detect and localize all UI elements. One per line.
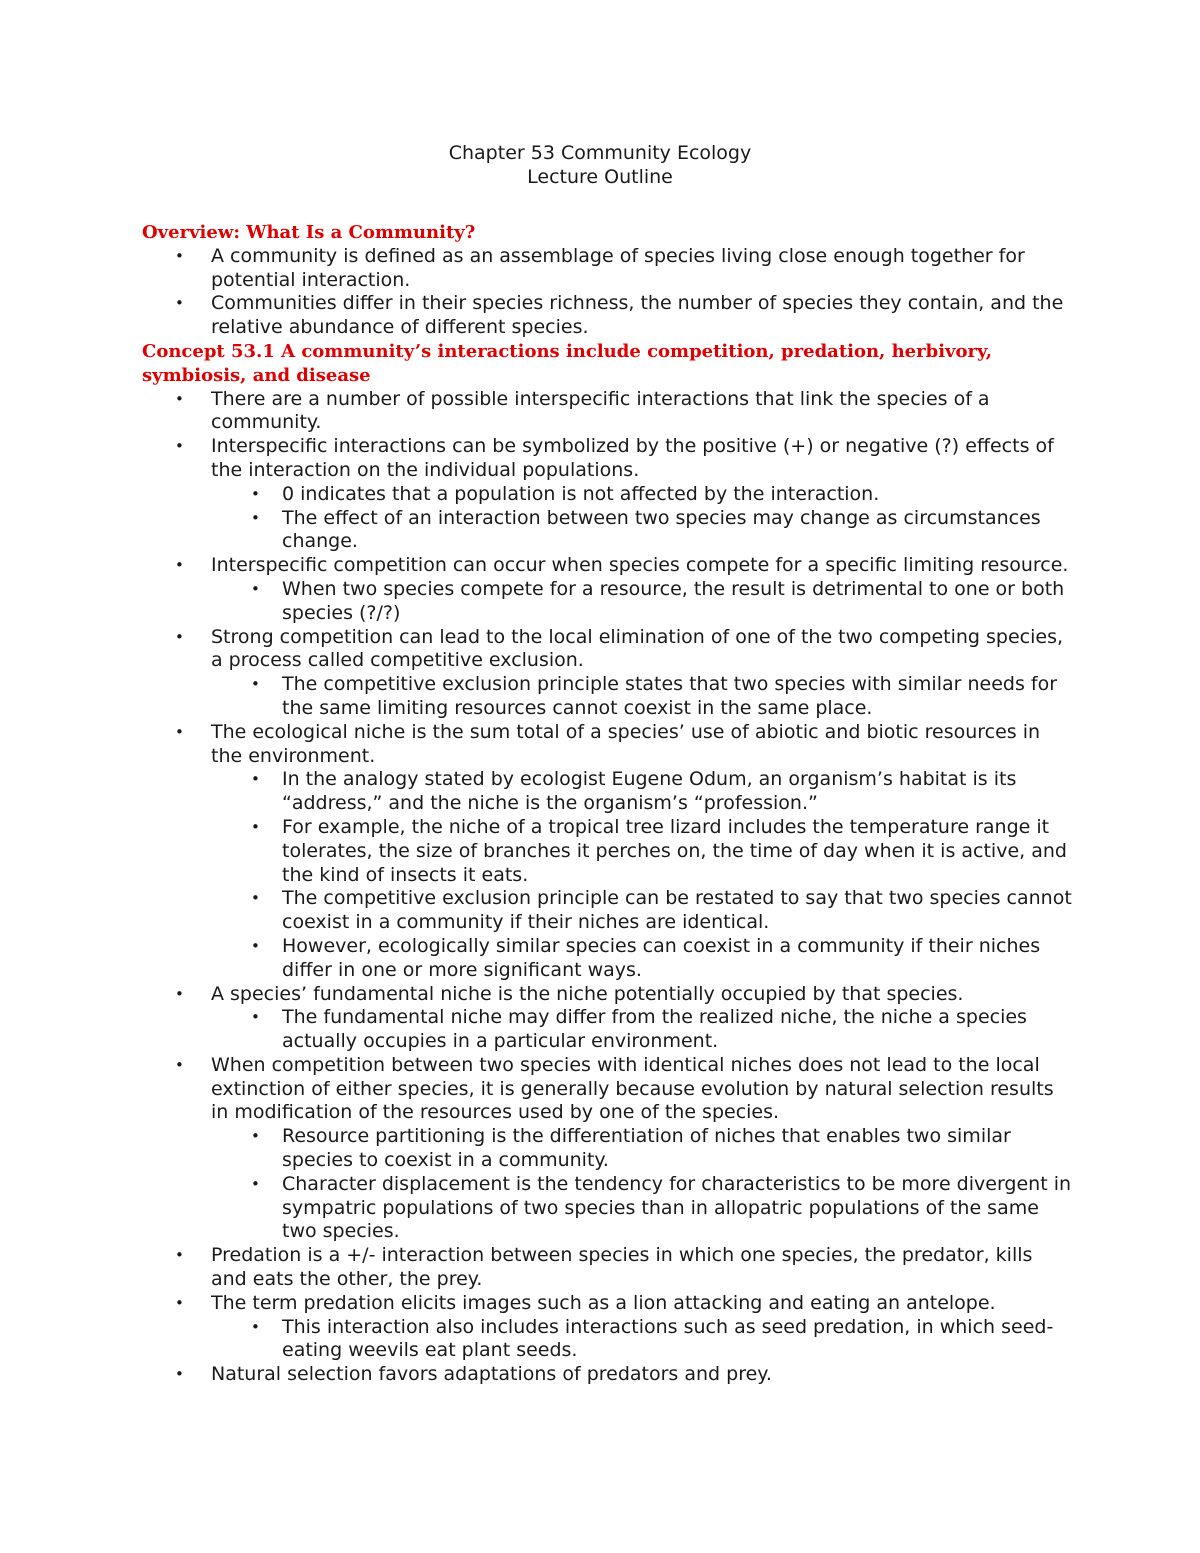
bullet-icon: • <box>175 1293 184 1312</box>
sub-list-item <box>211 1173 1072 1244</box>
sub-list-item <box>211 1006 1072 1054</box>
bullet-icon: • <box>175 1055 184 1074</box>
sub-list-item-text: However, ecologically similar species can coexist in a community if their niches differ in one or more significant ways. <box>282 934 1041 981</box>
sub-list-item-text: Character displacement is the tendency for characteristics to be more divergent in sympatric populations of two species than in allopatric populations of the same two species. <box>282 1172 1072 1243</box>
section-heading: Concept 53.1 A community’s interactions include competition, predation, herbivory, symbiosis, and disease <box>142 340 992 386</box>
list-item <box>142 1292 1072 1363</box>
sub-list-item-text: This interaction also includes interactions such as seed predation, in which seed-eating weevils eat plant seeds. <box>282 1315 1054 1362</box>
document-subtitle: Lecture Outline <box>527 166 673 188</box>
list-item <box>142 1054 1072 1244</box>
list-item-text: A community is defined as an assemblage of species living close enough together for potential interaction. <box>211 244 1025 291</box>
outline-content <box>142 221 1072 1387</box>
sub-bullet-list <box>211 768 1072 982</box>
sub-list-item-text: For example, the niche of a tropical tree lizard includes the temperature range it tolerates, the size of branches it perches on, the time of day when it is active, and the kind of insects it eats. <box>282 815 1067 886</box>
sub-list-item-text: The competitive exclusion principle states that two species with similar needs for the same limiting resources cannot coexist in the same place. <box>282 673 1058 719</box>
list-item-text: The term predation elicits images such as a lion attacking and eating an antelope. <box>211 1291 996 1314</box>
sub-bullet-list <box>211 1316 1072 1364</box>
sub-list-item <box>211 1125 1072 1173</box>
sub-list-item <box>211 935 1072 983</box>
bullet-icon: • <box>175 1365 184 1384</box>
list-item <box>142 721 1072 983</box>
bullet-icon: • <box>175 437 184 456</box>
bullet-list <box>142 245 1072 340</box>
bullet-icon: • <box>251 579 260 598</box>
sub-list-item <box>211 673 1072 721</box>
sub-list-item <box>211 768 1072 816</box>
sub-bullet-list <box>211 673 1072 721</box>
bullet-icon: • <box>251 1174 260 1193</box>
sub-bullet-list <box>211 483 1072 554</box>
sub-bullet-list <box>211 578 1072 626</box>
bullet-icon: • <box>251 936 260 955</box>
sub-list-item-text: The effect of an interaction between two species may change as circumstances change. <box>282 506 1041 553</box>
sub-list-item <box>211 1316 1072 1364</box>
sub-list-item <box>211 507 1072 555</box>
list-item <box>142 245 1072 293</box>
sub-list-item <box>211 483 1072 507</box>
document-title: Chapter 53 Community Ecology <box>448 142 752 164</box>
bullet-list <box>142 388 1072 1387</box>
bullet-icon: • <box>175 294 184 313</box>
bullet-icon: • <box>251 770 260 789</box>
list-item-text: When competition between two species with identical niches does not lead to the local extinction of either species, it is generally because evolution by natural selection results in modification of the resources used by one of the species. <box>211 1053 1054 1124</box>
list-item-text: Predation is a +/- interaction between species in which one species, the predator, kills and eats the other, the prey. <box>211 1244 1033 1291</box>
list-item <box>142 388 1072 436</box>
sub-list-item-text: In the analogy stated by ecologist Eugene Odum, an organism’s habitat is its “address,” and the niche is the organism’s “profession.” <box>282 768 1017 815</box>
list-item-text: A species’ fundamental niche is the niche potentially occupied by that species. <box>211 982 964 1005</box>
list-item-text: Interspecific competition can occur when species compete for a specific limiting resource. <box>211 554 1069 577</box>
list-item <box>142 292 1072 340</box>
section-heading: Overview: What Is a Community? <box>142 222 476 243</box>
sub-list-item <box>211 887 1072 935</box>
sub-list-item-text: The competitive exclusion principle can be restated to say that two species cannot coexist in a community if their niches are identical. <box>282 887 1072 934</box>
bullet-icon: • <box>175 627 184 646</box>
bullet-icon: • <box>175 556 184 575</box>
sub-list-item-text: 0 indicates that a population is not affected by the interaction. <box>282 482 880 505</box>
list-item-text: Communities differ in their species richness, the number of species they contain, and the relative abundance of different species. <box>211 292 1064 339</box>
sub-list-item-text: When two species compete for a resource, the result is detrimental to one or both species (?/?) <box>282 577 1065 624</box>
list-item-text: There are a number of possible interspecific interactions that link the species of a community. <box>211 387 990 434</box>
list-item <box>142 554 1072 625</box>
list-item-text: Interspecific interactions can be symbolized by the positive (+) or negative (?) effects of the interaction on the individual populations. <box>211 435 1054 481</box>
bullet-icon: • <box>251 817 260 836</box>
title-block <box>0 141 1200 189</box>
bullet-icon: • <box>251 484 260 503</box>
bullet-icon: • <box>175 984 184 1003</box>
bullet-icon: • <box>251 1127 260 1146</box>
bullet-icon: • <box>251 508 260 527</box>
list-item-text: Strong competition can lead to the local elimination of one of the two competing species, a process called competitive exclusion. <box>211 625 1064 672</box>
list-item-text: The ecological niche is the sum total of a species’ use of abiotic and biotic resources in the environment. <box>211 720 1041 767</box>
bullet-icon: • <box>251 1317 260 1336</box>
list-item <box>142 983 1072 1054</box>
bullet-icon: • <box>251 889 260 908</box>
bullet-icon: • <box>251 675 260 694</box>
list-item-text: Natural selection favors adaptations of predators and prey. <box>211 1363 772 1386</box>
sub-list-item-text: Resource partitioning is the differentiation of niches that enables two similar species to coexist in a community. <box>282 1125 1011 1172</box>
sub-list-item-text: The fundamental niche may differ from the realized niche, the niche a species actually occupies in a particular environment. <box>282 1006 1027 1053</box>
sub-bullet-list <box>211 1006 1072 1054</box>
sub-bullet-list <box>211 1125 1072 1244</box>
sub-list-item <box>211 578 1072 626</box>
list-item <box>142 626 1072 721</box>
bullet-icon: • <box>175 722 184 741</box>
sub-list-item <box>211 816 1072 887</box>
bullet-icon: • <box>251 1008 260 1027</box>
list-item <box>142 435 1072 554</box>
bullet-icon: • <box>175 246 184 265</box>
bullet-icon: • <box>175 1246 184 1265</box>
bullet-icon: • <box>175 389 184 408</box>
list-item <box>142 1244 1072 1292</box>
list-item <box>142 1363 1072 1387</box>
